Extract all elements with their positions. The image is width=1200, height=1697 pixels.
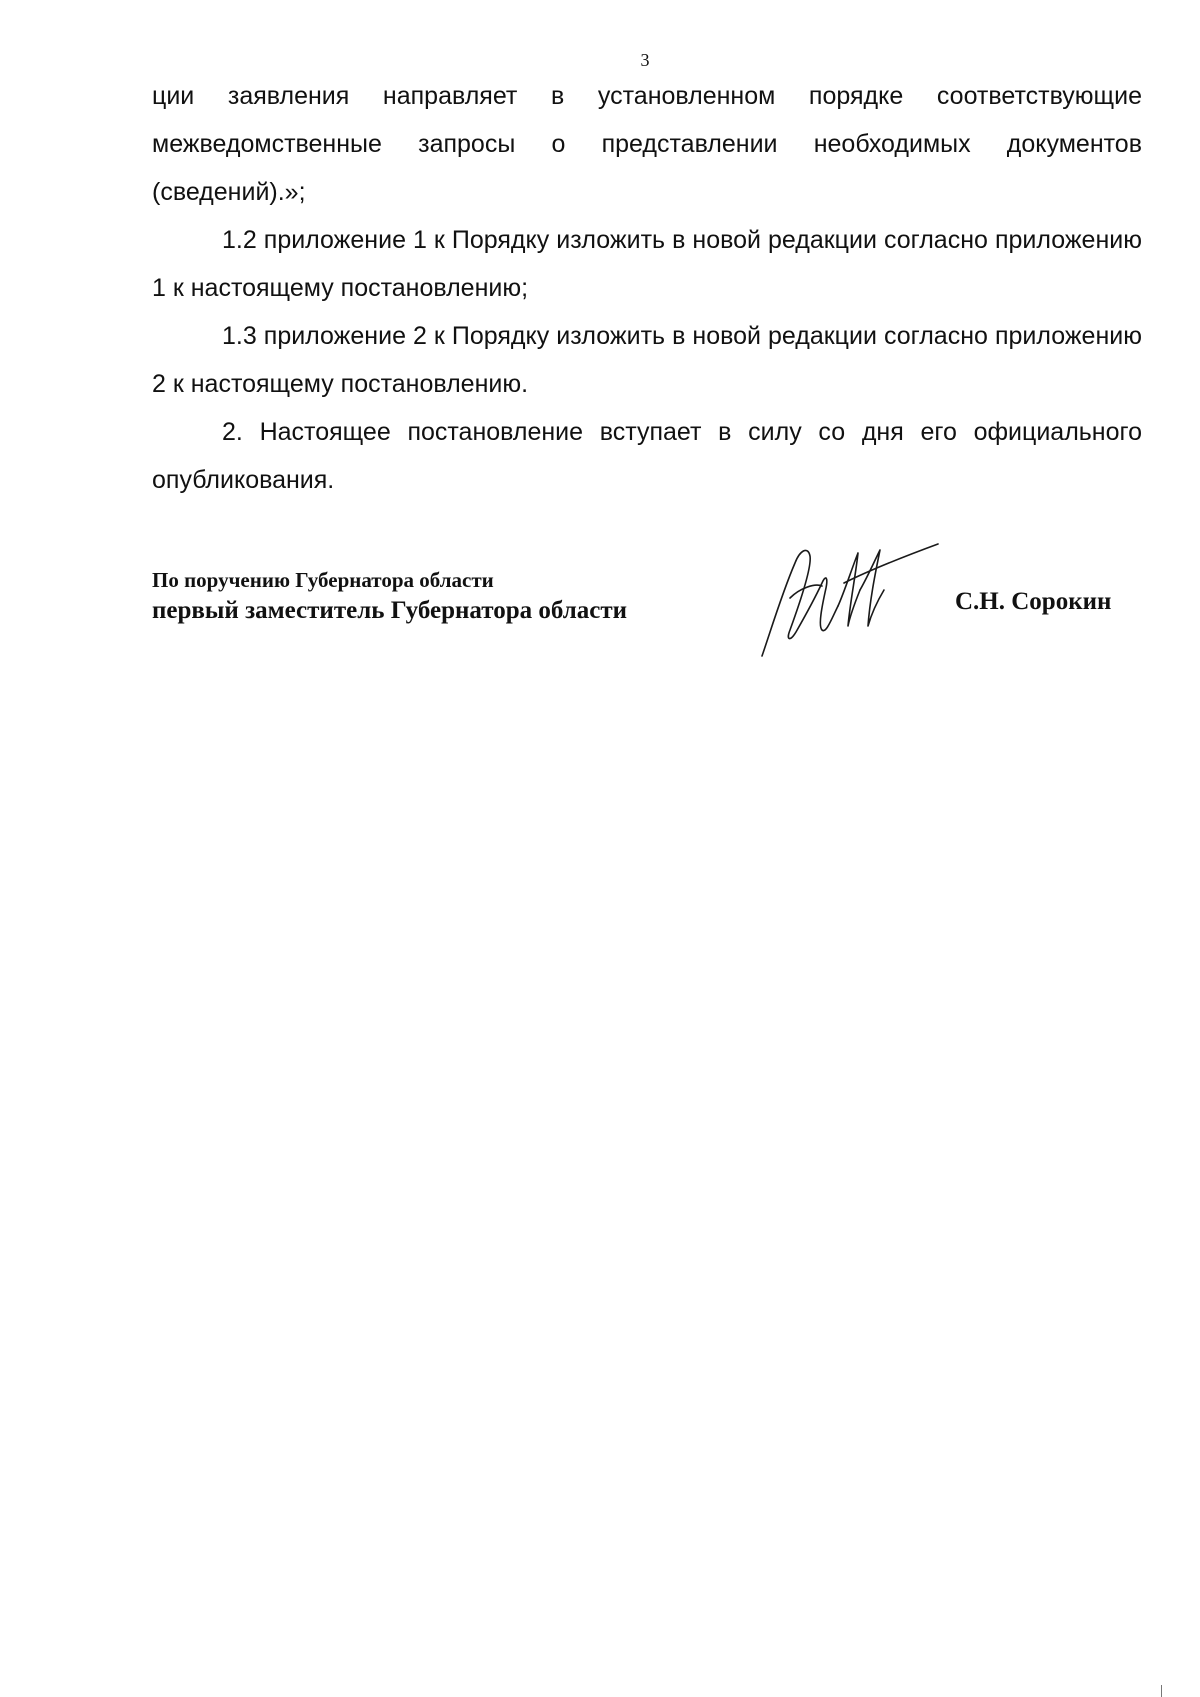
scan-edge-mark [1161, 1685, 1162, 1697]
handwritten-signature [760, 538, 940, 658]
signatory-title-line1: По поручению Губернатора области [152, 568, 494, 592]
signatory-title-line2: первый заместитель Губернатора области [152, 597, 628, 624]
signatory-title [152, 566, 627, 628]
paragraph-continuation: ции заявления направляет в установленном порядке соответствующие межведомственные запросы о представлении необходимых документов (сведений).»; [152, 82, 1142, 206]
paragraph-item-2: 2. Настоящее постановление вступает в силу со дня его официального опубликования. [152, 418, 1142, 494]
paragraph-item-1-2: 1.2 приложение 1 к Порядку изложить в новой редакции согласно приложению 1 к настоящему постановлению; [152, 226, 1142, 302]
signatory-name: С.Н. Сорокин [955, 588, 1112, 615]
paragraph-item-1-3: 1.3 приложение 2 к Порядку изложить в новой редакции согласно приложению 2 к настоящему постановлению. [152, 322, 1142, 398]
document-body [152, 72, 1142, 504]
page-number: 3 [640, 50, 650, 70]
